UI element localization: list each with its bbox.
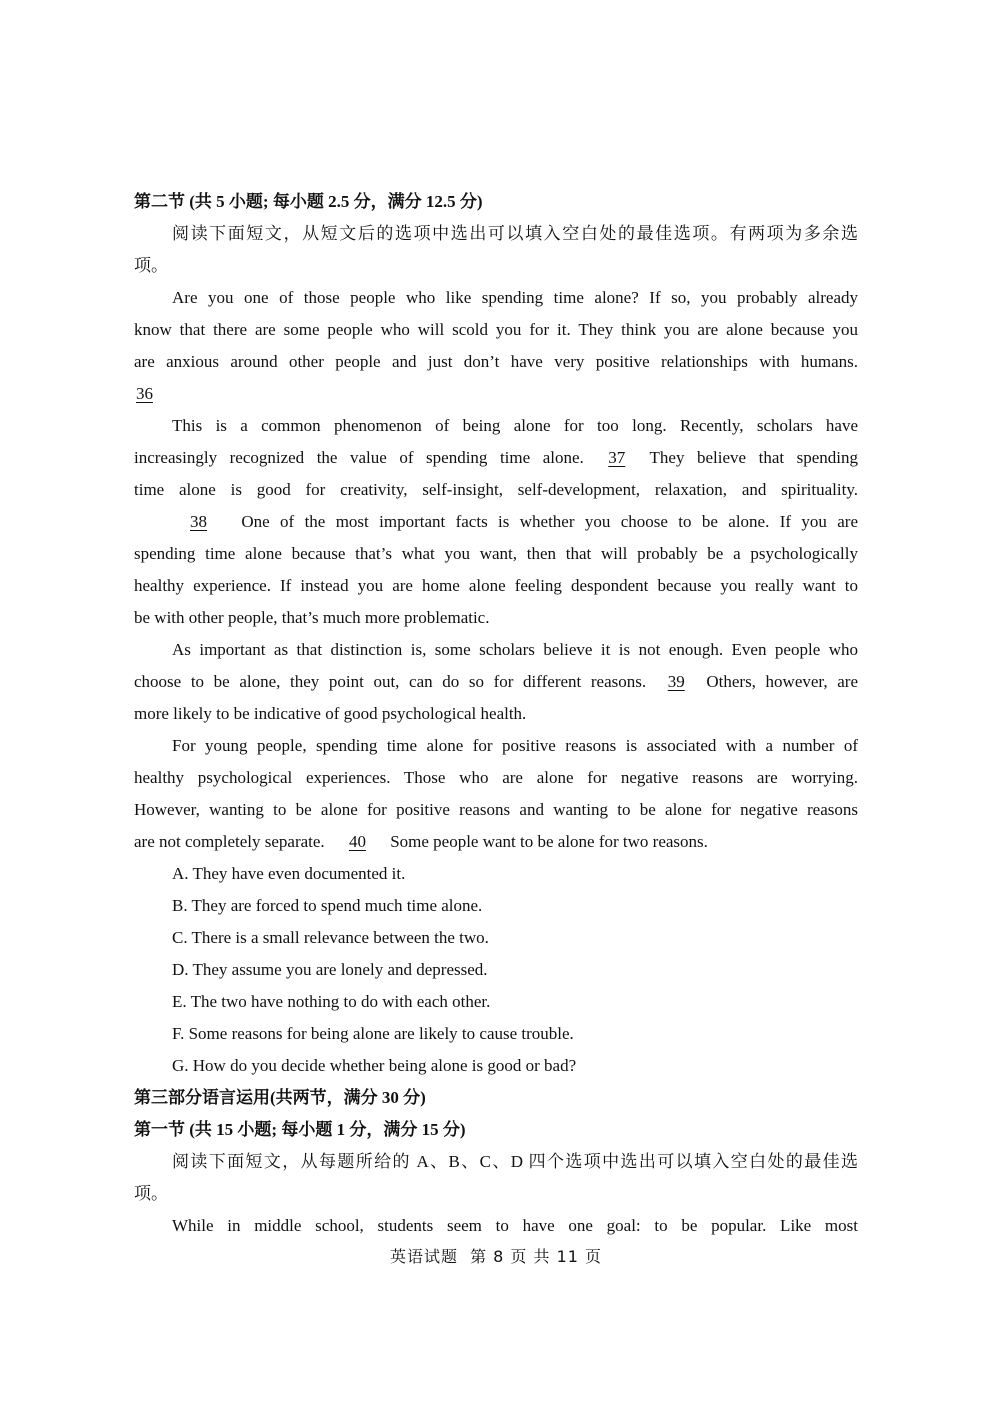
option-d: D. They assume you are lonely and depressed. bbox=[172, 960, 488, 979]
instruction-text: 项。 bbox=[134, 256, 168, 275]
passage-text: Some people want to be alone for two reasons. bbox=[390, 832, 708, 851]
passage-line: This is a common phenomenon of being alone for too long. Recently, scholars have bbox=[172, 416, 858, 435]
option-c: C. There is a small relevance between the two. bbox=[172, 928, 489, 947]
passage-line: As important as that distinction is, some scholars believe it is not enough. Even people who bbox=[172, 640, 858, 659]
passage-line: Are you one of those people who like spending time alone? If so, you probably already bbox=[172, 288, 858, 307]
passage-line: more likely to be indicative of good psychological health. bbox=[134, 704, 527, 723]
blank-36[interactable]: 36 bbox=[136, 384, 153, 403]
footer-page-number: 第 8 页 共 11 页 bbox=[470, 1247, 603, 1266]
instruction-text: 阅读下面短文，从每题所给的 A、B、C、D 四个选项中选出可以填入空白处的最佳选 bbox=[172, 1152, 858, 1171]
passage-text: Others, however, are bbox=[706, 672, 859, 691]
passage-line: While in middle school, students seem to have one goal: to be popular. Like most bbox=[172, 1216, 858, 1235]
passage-line: be with other people, that’s much more problematic. bbox=[134, 608, 490, 627]
passage-line: For young people, spending time alone for positive reasons is associated with a number of bbox=[172, 736, 858, 755]
passage-line: know that there are some people who will scold you for it. They think you are alone because you bbox=[134, 320, 858, 339]
passage-line: healthy experience. If instead you are home alone feeling despondent because you really want to bbox=[134, 576, 858, 595]
passage-text: One of the most important facts is whether you choose to be alone. If you are bbox=[241, 512, 859, 531]
footer-subject: 英语试题 bbox=[389, 1247, 458, 1266]
instruction-text: 阅读下面短文，从短文后的选项中选出可以填入空白处的最佳选项。有两项为多余选 bbox=[172, 224, 858, 243]
passage-text: They believe that spending bbox=[649, 448, 859, 467]
passage-line: are anxious around other people and just don’t have very positive relationships with humans. bbox=[134, 352, 858, 371]
passage-text: increasingly recognized the value of spending time alone. bbox=[134, 448, 584, 467]
option-g: G. How do you decide whether being alone is good or bad? bbox=[172, 1056, 577, 1075]
page-footer bbox=[0, 1244, 992, 1267]
passage-line: healthy psychological experiences. Those who are alone for negative reasons are worrying. bbox=[134, 768, 858, 787]
option-a: A. They have even documented it. bbox=[172, 864, 406, 883]
blank-38[interactable]: 38 bbox=[190, 512, 207, 531]
blank-40[interactable]: 40 bbox=[348, 832, 366, 851]
option-b: B. They are forced to spend much time alone. bbox=[172, 896, 483, 915]
passage-line bbox=[134, 506, 858, 538]
passage-line bbox=[134, 826, 858, 858]
instruction-text: 项。 bbox=[134, 1184, 168, 1203]
passage-line: However, wanting to be alone for positive reasons and wanting to be alone for negative reasons bbox=[134, 800, 858, 819]
passage-text: choose to be alone, they point out, can do so for different reasons. bbox=[134, 672, 647, 691]
section-heading: 第二节 (共 5 小题; 每小题 2.5 分，满分 12.5 分) bbox=[134, 192, 483, 211]
passage-line: time alone is good for creativity, self-insight, self-development, relaxation, and spirituality. bbox=[134, 480, 858, 499]
option-e: E. The two have nothing to do with each other. bbox=[172, 992, 491, 1011]
section-heading: 第一节 (共 15 小题; 每小题 1 分，满分 15 分) bbox=[134, 1120, 466, 1139]
blank-39[interactable]: 39 bbox=[667, 672, 685, 691]
passage-line: spending time alone because that’s what you want, then that will probably be a psychologically bbox=[134, 544, 858, 563]
passage-text: are not completely separate. bbox=[134, 832, 325, 851]
passage-line bbox=[134, 666, 858, 698]
passage-line bbox=[134, 378, 858, 410]
option-f: F. Some reasons for being alone are likely to cause trouble. bbox=[172, 1024, 574, 1043]
exam-page bbox=[134, 186, 858, 1242]
passage-line bbox=[134, 442, 858, 474]
part-heading: 第三部分语言运用(共两节，满分 30 分) bbox=[134, 1088, 426, 1107]
blank-37[interactable]: 37 bbox=[608, 448, 626, 467]
